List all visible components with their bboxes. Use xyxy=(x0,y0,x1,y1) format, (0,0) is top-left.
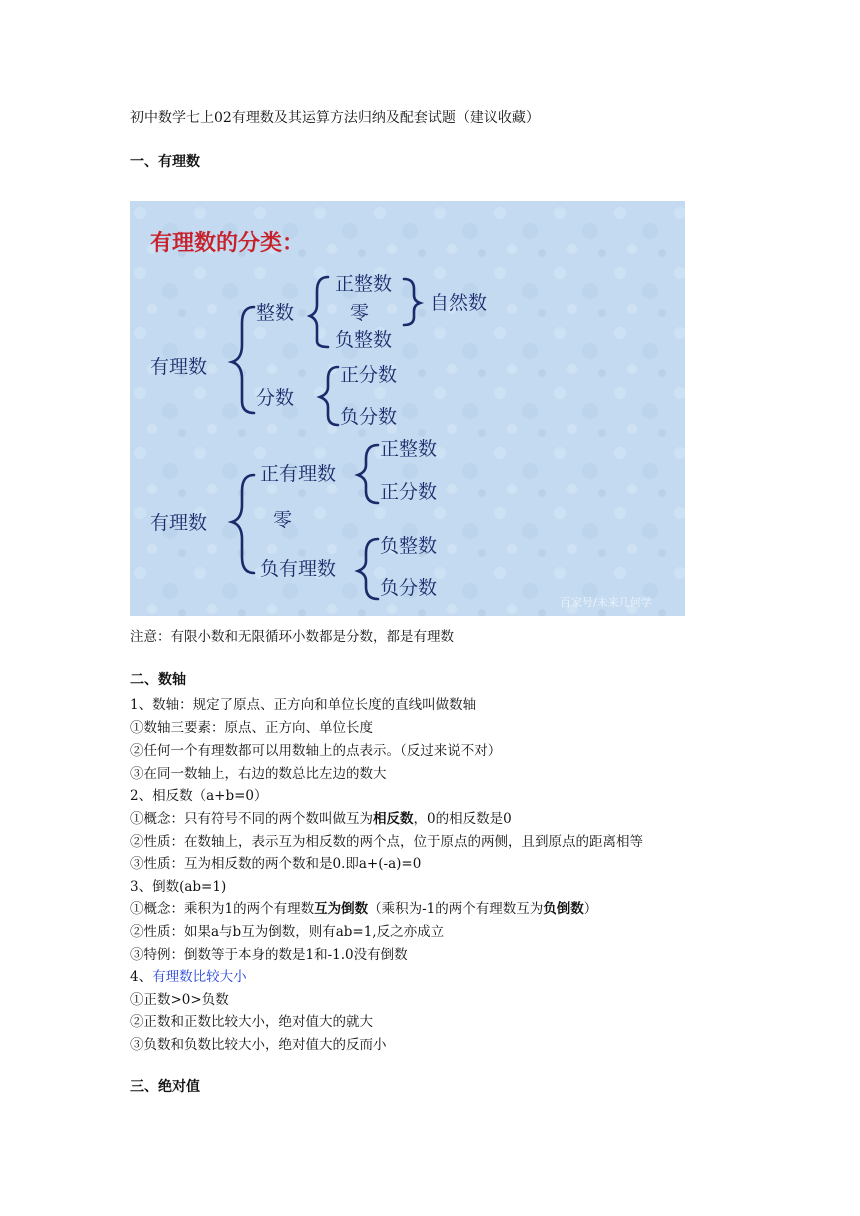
section-heading-number-line: 二、数轴 xyxy=(130,672,186,688)
line-3: ②任何一个有理数都可以用数轴上的点表示。（反过来说不对） xyxy=(130,743,502,759)
section-heading-rational: 一、有理数 xyxy=(130,154,200,170)
line-10-a: ①概念：乘积为1的两个有理数 xyxy=(130,901,315,917)
tree1-neg-frac: 负分数 xyxy=(340,406,398,428)
negative-reciprocal-term: 负倒数 xyxy=(543,901,584,917)
line-13-a: 4、 xyxy=(130,969,153,985)
line-8: ③性质：互为相反数的两个数和是0.即a+(-a)=0 xyxy=(130,856,422,872)
tree1-pos-frac: 正分数 xyxy=(340,364,398,386)
tree1-neg-int: 负整数 xyxy=(335,329,393,351)
line-6-c: ，0的相反数是0 xyxy=(413,811,512,827)
section-heading-absolute-value: 三、绝对值 xyxy=(130,1079,200,1095)
tree2-zero: 零 xyxy=(273,509,293,531)
line-6 xyxy=(130,807,512,827)
watermark: 百家号/未来几何学 xyxy=(560,596,652,609)
tree2-root: 有理数 xyxy=(150,512,208,534)
line-7: ②性质：在数轴上，表示互为相反数的两个点，位于原点的两侧，且到原点的距离相等 xyxy=(130,834,643,850)
compare-rational-link[interactable]: 有理数比较大小 xyxy=(152,969,247,985)
line-13 xyxy=(130,965,247,985)
tree1-natural: 自然数 xyxy=(430,292,488,314)
tree1-zero: 零 xyxy=(350,302,370,324)
line-6-a: ①概念：只有符号不同的两个数叫做互为 xyxy=(130,811,373,827)
tree2-pos-frac: 正分数 xyxy=(380,481,438,503)
line-12: ③特例：倒数等于本身的数是1和-1.0没有倒数 xyxy=(130,947,408,963)
tree2-pos-int: 正整数 xyxy=(380,438,438,460)
line-2: ①数轴三要素：原点、正方向、单位长度 xyxy=(130,720,373,736)
opposite-number-term: 相反数 xyxy=(373,811,414,827)
tree1-integer: 整数 xyxy=(256,302,295,324)
tree1-root: 有理数 xyxy=(150,356,208,378)
classification-diagram xyxy=(130,201,685,616)
line-4: ③在同一数轴上，右边的数总比左边的数大 xyxy=(130,766,387,782)
line-10 xyxy=(130,897,597,917)
line-11: ②性质：如果a与b互为倒数，则有ab=1,反之亦成立 xyxy=(130,924,445,940)
line-10-e: ） xyxy=(583,901,598,917)
tree2-pos-rational: 正有理数 xyxy=(260,463,337,485)
tree2-neg-rational: 负有理数 xyxy=(260,558,337,580)
figure-title: 有理数的分类： xyxy=(150,231,305,256)
note-line: 注意：有限小数和无限循环小数都是分数，都是有理数 xyxy=(130,629,454,645)
rational-classification-figure xyxy=(130,201,685,616)
line-5: 2、相反数（a+b=0） xyxy=(130,788,268,804)
tree1-fraction: 分数 xyxy=(256,387,295,409)
line-10-c: （乘积为-1的两个有理数互为 xyxy=(368,901,544,917)
reciprocal-term: 互为倒数 xyxy=(314,901,369,917)
line-15: ②正数和正数比较大小，绝对值大的就大 xyxy=(130,1014,373,1030)
tree1-pos-int: 正整数 xyxy=(335,273,393,295)
line-1: 1、数轴：规定了原点、正方向和单位长度的直线叫做数轴 xyxy=(130,697,477,713)
document-title: 初中数学七上02有理数及其运算方法归纳及配套试题（建议收藏） xyxy=(130,110,540,126)
tree2-neg-frac: 负分数 xyxy=(380,577,438,599)
line-14: ①正数>0>负数 xyxy=(130,992,229,1008)
line-9: 3、倒数(ab=1) xyxy=(130,879,227,895)
tree2-neg-int: 负整数 xyxy=(380,535,438,557)
line-16: ③负数和负数比较大小，绝对值大的反而小 xyxy=(130,1037,387,1053)
